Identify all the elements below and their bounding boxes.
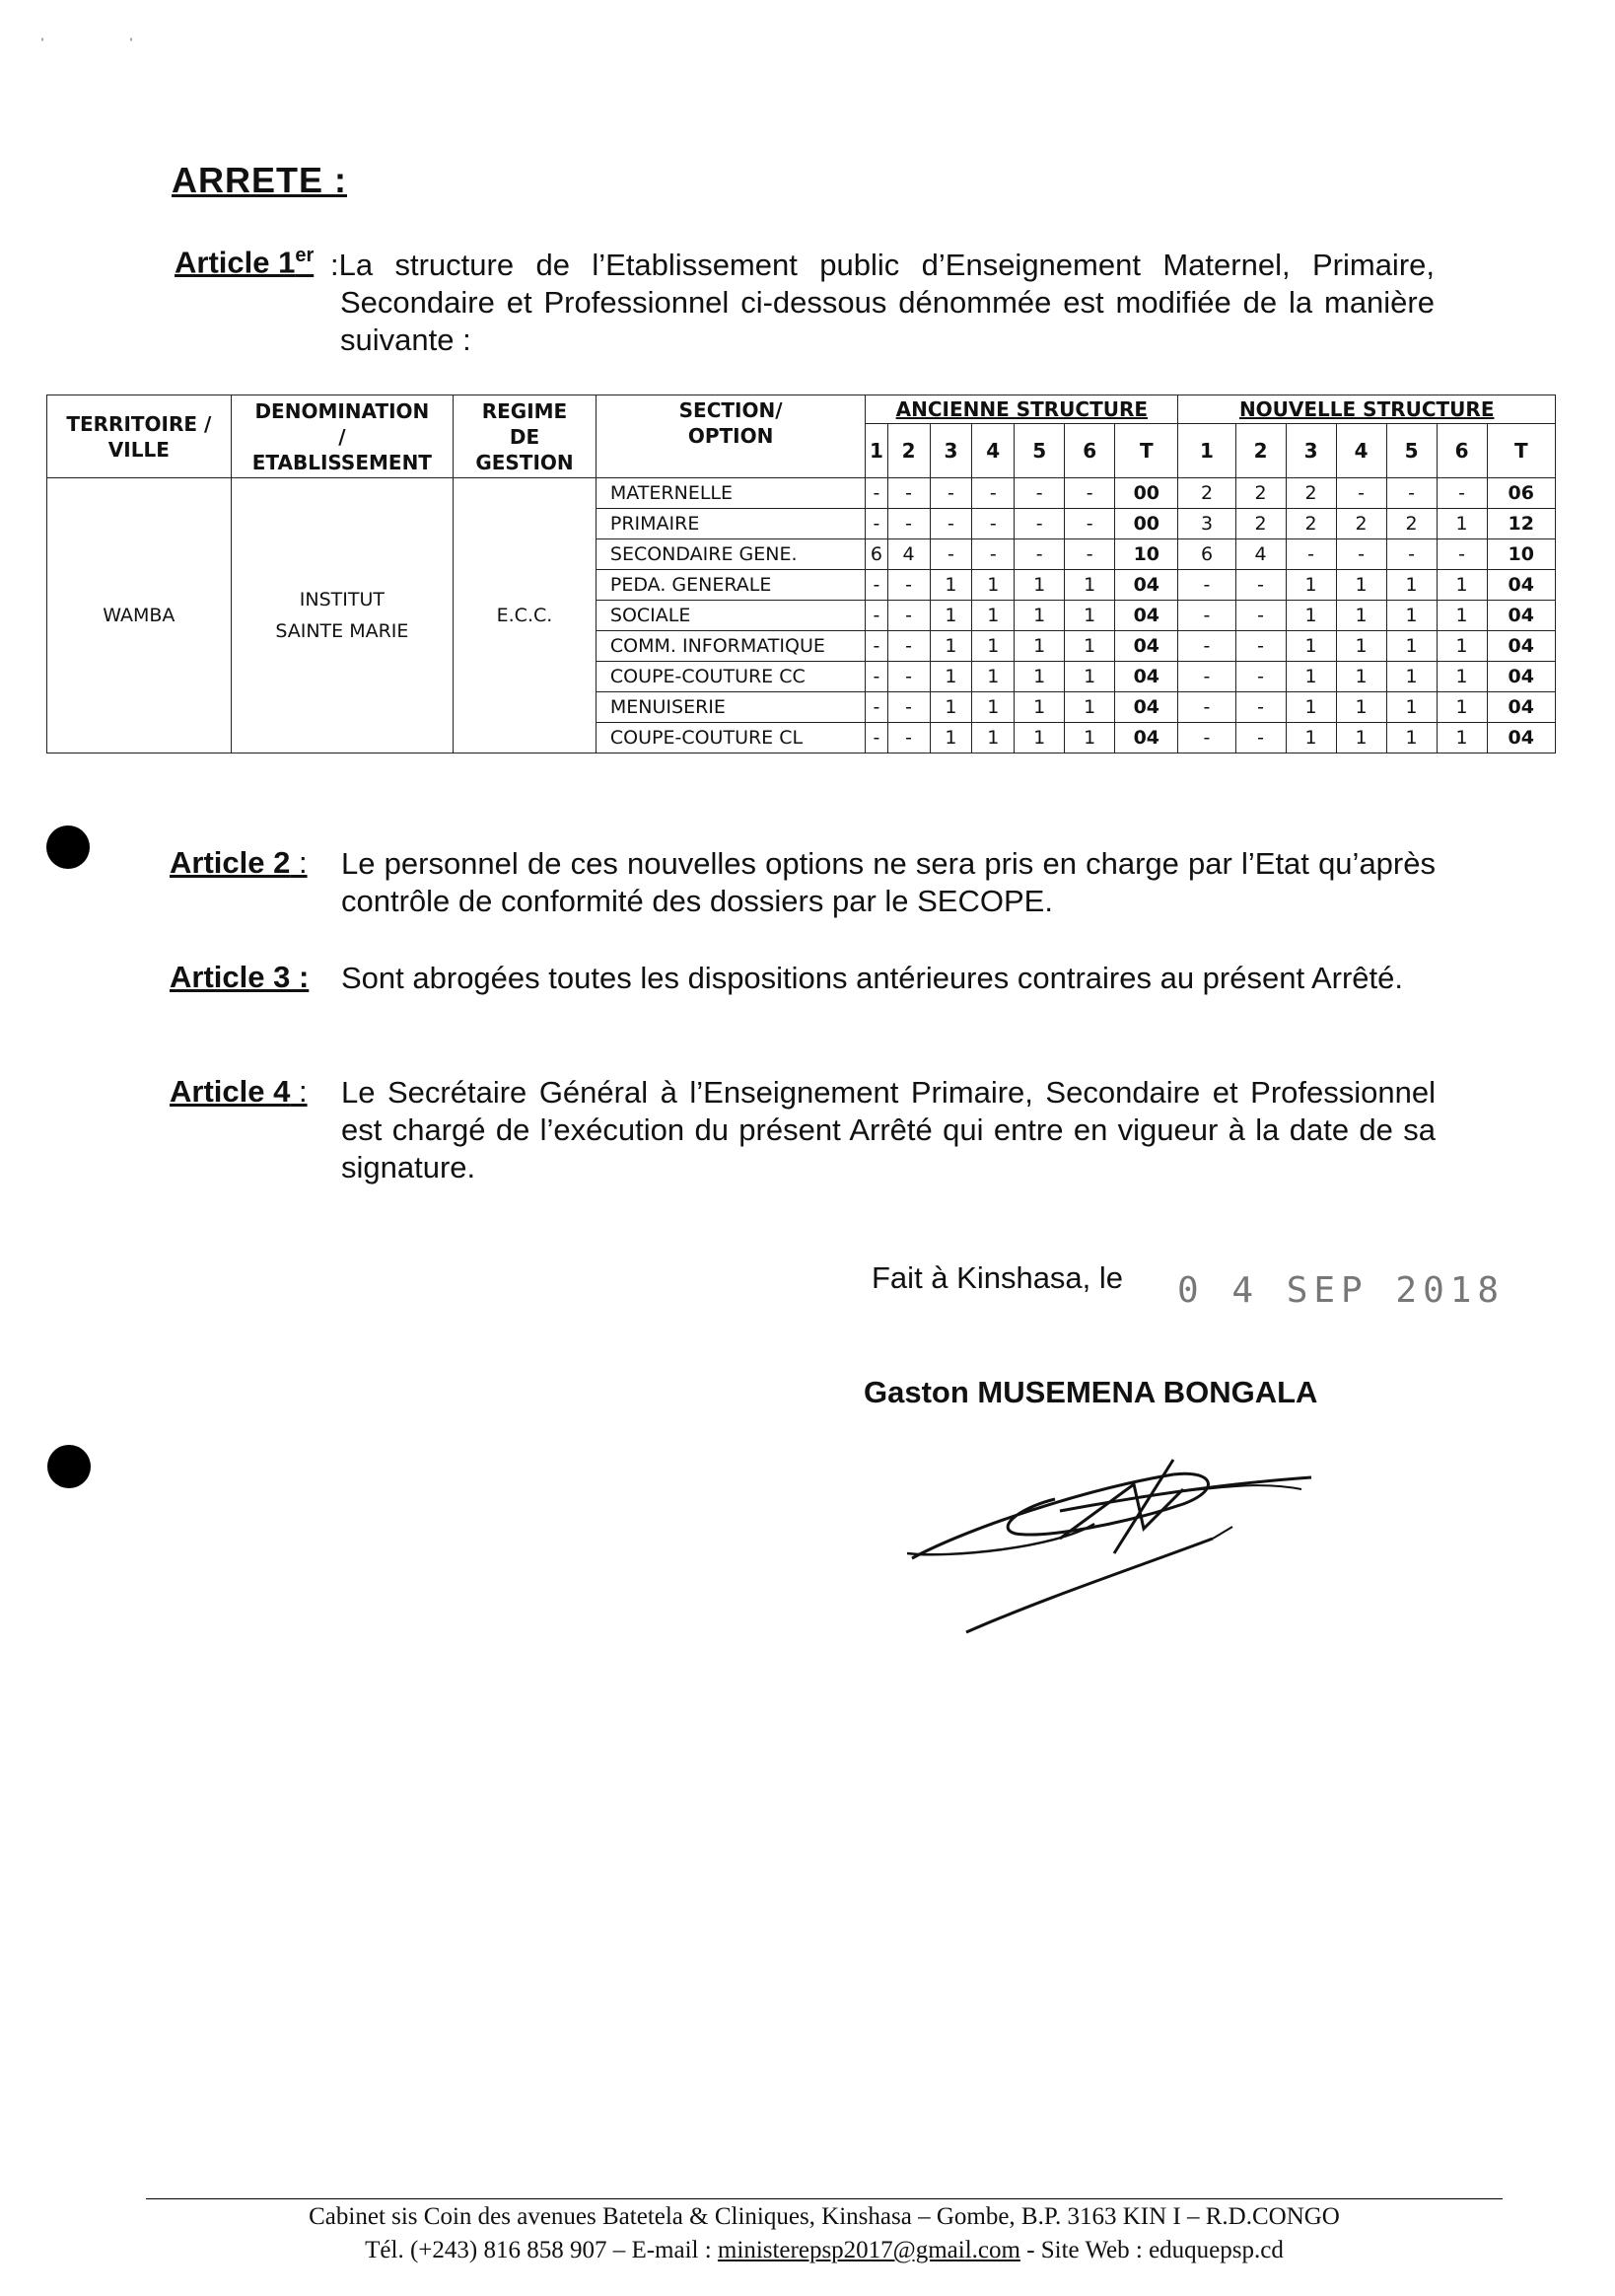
- new-structure-cell: -: [1437, 539, 1487, 570]
- cell-etablissement: [231, 478, 453, 753]
- new-structure-cell: 04: [1487, 662, 1555, 692]
- article-3-text: Sont abrogées toutes les dispositions antérieures contraires au présent Arrêté.: [341, 961, 1404, 995]
- regime-value: E.C.C.: [496, 605, 553, 626]
- old-structure-cell: -: [866, 631, 887, 662]
- old-structure-cell: 1: [1065, 601, 1115, 631]
- old-structure-cell: -: [866, 692, 887, 723]
- option-cell: COUPE-COUTURE CL: [596, 723, 865, 753]
- header-denomination-line2: /: [338, 424, 346, 449]
- old-structure-cell: 04: [1115, 662, 1178, 692]
- old-structure-cell: -: [972, 509, 1015, 539]
- territoire-value: WAMBA: [103, 605, 176, 626]
- scan-mark: ˌ: [39, 22, 45, 41]
- new-structure-cell: 2: [1386, 509, 1437, 539]
- new-structure-cell: -: [1235, 570, 1286, 601]
- old-structure-cell: -: [887, 478, 930, 509]
- old-structure-cell: -: [866, 478, 887, 509]
- new-structure-cell: 2: [1286, 478, 1336, 509]
- old-structure-cell: -: [887, 692, 930, 723]
- article-2-text: Le personnel de ces nouvelles options ne sera pris en charge par l’Etat qu’après contrôle de conformité des dossiers par le SECOPE.: [341, 846, 1436, 918]
- old-structure-cell: -: [930, 509, 972, 539]
- old-structure-cell: 1: [930, 723, 972, 753]
- table-row: [47, 478, 1556, 509]
- header-ancienne-structure: ANCIENNE STRUCTURE: [866, 395, 1178, 424]
- old-col-header: 3: [930, 424, 972, 478]
- option-cell: MENUISERIE: [596, 692, 865, 723]
- new-structure-cell: -: [1235, 662, 1286, 692]
- new-structure-cell: 2: [1286, 509, 1336, 539]
- new-structure-cell: -: [1178, 723, 1235, 753]
- new-structure-cell: 1: [1336, 692, 1386, 723]
- old-structure-cell: 1: [1015, 631, 1065, 662]
- new-structure-cell: 2: [1336, 509, 1386, 539]
- old-structure-cell: -: [887, 631, 930, 662]
- new-structure-cell: 1: [1286, 692, 1336, 723]
- old-structure-cell: 1: [972, 692, 1015, 723]
- new-structure-cell: 1: [1386, 601, 1437, 631]
- old-structure-cell: 1: [972, 723, 1015, 753]
- old-structure-cell: 1: [972, 601, 1015, 631]
- new-col-header: 5: [1386, 424, 1437, 478]
- new-structure-cell: 12: [1487, 509, 1555, 539]
- punch-hole: [46, 825, 90, 869]
- old-structure-cell: -: [866, 662, 887, 692]
- option-cell: COMM. INFORMATIQUE: [596, 631, 865, 662]
- new-structure-cell: 1: [1286, 723, 1336, 753]
- new-col-header: 6: [1437, 424, 1487, 478]
- article-1-text: :La structure de l’Etablissement public d’Enseignement Maternel, Primaire, Secondaire et Professionnel ci-dessous dénommée est modifiée de la manière suivante :: [330, 248, 1435, 357]
- new-structure-cell: 6: [1178, 539, 1235, 570]
- new-structure-cell: 2: [1235, 509, 1286, 539]
- article-4-label: [170, 1074, 308, 1110]
- new-structure-cell: 06: [1487, 478, 1555, 509]
- old-structure-cell: -: [887, 570, 930, 601]
- old-col-header: 5: [1015, 424, 1065, 478]
- old-structure-cell: -: [1065, 539, 1115, 570]
- article-2-label-text: Article 2: [170, 845, 291, 880]
- footer-email-link[interactable]: ministerepsp2017@gmail.com: [717, 2237, 1020, 2263]
- old-structure-cell: -: [887, 509, 930, 539]
- handwritten-signature: [887, 1430, 1341, 1647]
- old-structure-cell: 1: [930, 631, 972, 662]
- header-denomination-line3: ETABLISSEMENT: [251, 450, 432, 474]
- old-structure-cell: 10: [1115, 539, 1178, 570]
- new-structure-cell: 1: [1286, 570, 1336, 601]
- option-cell: PRIMAIRE: [596, 509, 865, 539]
- old-structure-cell: -: [866, 723, 887, 753]
- old-structure-cell: 00: [1115, 478, 1178, 509]
- old-structure-cell: 1: [972, 570, 1015, 601]
- cell-territoire: [47, 478, 232, 753]
- new-col-header-total: T: [1487, 424, 1555, 478]
- new-structure-cell: 1: [1336, 662, 1386, 692]
- new-structure-cell: -: [1235, 723, 1286, 753]
- old-structure-cell: 04: [1115, 570, 1178, 601]
- article-4-text: Le Secrétaire Général à l’Enseignement Primaire, Secondaire et Professionnel est chargé de l’exécution du présent Arrêté qui entre en vigueur à la date de sa signature.: [341, 1075, 1436, 1184]
- new-structure-cell: -: [1178, 601, 1235, 631]
- old-structure-cell: 1: [930, 692, 972, 723]
- page-title: ARRETE :: [172, 160, 347, 200]
- new-structure-cell: -: [1336, 478, 1386, 509]
- new-col-header: 3: [1286, 424, 1336, 478]
- footer-phone: Tél. (+243) 816 858 907 – E-mail :: [365, 2237, 718, 2263]
- old-structure-cell: -: [1015, 478, 1065, 509]
- date-stamp: 0 4 SEP 2018: [1177, 1270, 1506, 1311]
- new-structure-cell: 1: [1437, 601, 1487, 631]
- old-structure-cell: -: [972, 478, 1015, 509]
- new-col-header: 2: [1235, 424, 1286, 478]
- old-structure-cell: -: [930, 539, 972, 570]
- header-section: [596, 395, 865, 478]
- article-1-label-text: Article 1: [175, 245, 296, 280]
- old-structure-cell: 04: [1115, 723, 1178, 753]
- old-col-header-total: T: [1115, 424, 1178, 478]
- scan-mark: ˌ: [128, 22, 134, 41]
- new-structure-cell: 1: [1437, 692, 1487, 723]
- new-structure-cell: 3: [1178, 509, 1235, 539]
- old-structure-cell: 1: [1065, 662, 1115, 692]
- etablissement-line1: INSTITUT: [299, 589, 385, 610]
- footer-address: Cabinet sis Coin des avenues Batetela & Cliniques, Kinshasa – Gombe, B.P. 3163 KIN I – R.D.CONGO: [309, 2203, 1340, 2230]
- table-header-row: [47, 395, 1556, 424]
- new-structure-cell: 4: [1235, 539, 1286, 570]
- new-structure-cell: -: [1336, 539, 1386, 570]
- header-section-line2: OPTION: [687, 424, 774, 448]
- old-structure-cell: -: [887, 723, 930, 753]
- new-structure-cell: -: [1178, 662, 1235, 692]
- old-structure-cell: 1: [930, 662, 972, 692]
- new-structure-cell: 1: [1336, 631, 1386, 662]
- old-structure-cell: 1: [972, 631, 1015, 662]
- punch-hole: [47, 1445, 91, 1488]
- new-structure-cell: 1: [1437, 570, 1487, 601]
- old-structure-cell: -: [887, 662, 930, 692]
- old-structure-cell: 1: [1065, 723, 1115, 753]
- new-structure-cell: 1: [1437, 662, 1487, 692]
- old-structure-cell: 1: [972, 662, 1015, 692]
- header-nouvelle-structure: NOUVELLE STRUCTURE: [1178, 395, 1556, 424]
- header-denomination-line1: DENOMINATION: [254, 398, 430, 423]
- new-structure-cell: 04: [1487, 692, 1555, 723]
- new-structure-cell: 1: [1336, 570, 1386, 601]
- old-structure-cell: 1: [1065, 692, 1115, 723]
- new-structure-cell: 04: [1487, 601, 1555, 631]
- cell-regime: [454, 478, 597, 753]
- new-structure-cell: 1: [1336, 723, 1386, 753]
- old-structure-cell: -: [1065, 509, 1115, 539]
- new-structure-cell: 04: [1487, 723, 1555, 753]
- old-structure-cell: -: [866, 601, 887, 631]
- signer-first-name: Gaston: [864, 1375, 969, 1409]
- new-structure-cell: 04: [1487, 631, 1555, 662]
- new-structure-cell: 2: [1235, 478, 1286, 509]
- article-2-label: [170, 845, 308, 881]
- article-1-label: [175, 245, 314, 280]
- new-structure-cell: -: [1178, 692, 1235, 723]
- new-structure-cell: -: [1178, 570, 1235, 601]
- place-date-line: Fait à Kinshasa, le: [872, 1260, 1124, 1295]
- old-col-header: 4: [972, 424, 1015, 478]
- old-structure-cell: 04: [1115, 601, 1178, 631]
- old-structure-cell: 1: [1015, 662, 1065, 692]
- signer-name: [864, 1375, 1317, 1410]
- old-structure-cell: 6: [866, 539, 887, 570]
- option-cell: MATERNELLE: [596, 478, 865, 509]
- old-structure-cell: 1: [930, 601, 972, 631]
- new-structure-cell: 1: [1437, 631, 1487, 662]
- old-col-header: 2: [887, 424, 930, 478]
- new-structure-cell: 1: [1386, 692, 1437, 723]
- old-structure-cell: 00: [1115, 509, 1178, 539]
- new-structure-cell: -: [1235, 601, 1286, 631]
- article-4-colon: :: [290, 1074, 308, 1109]
- new-structure-cell: 04: [1487, 570, 1555, 601]
- new-structure-cell: -: [1235, 631, 1286, 662]
- article-1-superscript: er: [295, 245, 315, 266]
- footer-website: - Site Web : eduquepsp.cd: [1019, 2237, 1284, 2263]
- old-structure-cell: -: [930, 478, 972, 509]
- old-structure-cell: 1: [930, 570, 972, 601]
- new-col-header: 4: [1336, 424, 1386, 478]
- old-structure-cell: 1: [1015, 570, 1065, 601]
- footer-contact: [146, 2237, 1503, 2264]
- new-structure-cell: 1: [1336, 601, 1386, 631]
- new-structure-cell: -: [1386, 478, 1437, 509]
- new-structure-cell: 1: [1386, 723, 1437, 753]
- new-structure-cell: 1: [1386, 631, 1437, 662]
- option-cell: PEDA. GENERALE: [596, 570, 865, 601]
- article-2-colon: :: [290, 845, 308, 880]
- article-4-label-text: Article 4: [170, 1074, 291, 1109]
- option-cell: COUPE-COUTURE CC: [596, 662, 865, 692]
- header-regime-line3: GESTION: [475, 450, 574, 474]
- header-regime-line2: DE: [509, 424, 540, 449]
- old-structure-cell: -: [887, 601, 930, 631]
- old-structure-cell: 04: [1115, 631, 1178, 662]
- new-structure-cell: 1: [1286, 601, 1336, 631]
- new-structure-cell: -: [1386, 539, 1437, 570]
- header-territoire: TERRITOIRE / VILLE: [47, 395, 232, 478]
- old-structure-cell: -: [1015, 539, 1065, 570]
- new-structure-cell: -: [1286, 539, 1336, 570]
- new-structure-cell: 1: [1437, 509, 1487, 539]
- new-structure-cell: -: [1437, 478, 1487, 509]
- new-col-header: 1: [1178, 424, 1235, 478]
- old-structure-cell: -: [866, 509, 887, 539]
- old-structure-cell: 04: [1115, 692, 1178, 723]
- old-structure-cell: 1: [1015, 692, 1065, 723]
- table-body: [47, 478, 1556, 753]
- old-structure-cell: 4: [887, 539, 930, 570]
- old-col-header: 1: [866, 424, 887, 478]
- header-regime: [454, 395, 597, 478]
- old-structure-cell: -: [972, 539, 1015, 570]
- new-structure-cell: 1: [1286, 631, 1336, 662]
- new-structure-cell: 10: [1487, 539, 1555, 570]
- new-structure-cell: -: [1178, 631, 1235, 662]
- etablissement-line2: SAINTE MARIE: [275, 620, 409, 642]
- new-structure-cell: -: [1235, 692, 1286, 723]
- old-structure-cell: -: [1065, 478, 1115, 509]
- new-structure-cell: 1: [1386, 570, 1437, 601]
- new-structure-cell: 1: [1286, 662, 1336, 692]
- option-cell: SOCIALE: [596, 601, 865, 631]
- old-structure-cell: 1: [1015, 723, 1065, 753]
- header-regime-line1: REGIME: [481, 398, 568, 423]
- article-3-label: Article 3 :: [170, 960, 310, 994]
- header-denomination: [231, 395, 453, 478]
- old-structure-cell: 1: [1015, 601, 1065, 631]
- old-structure-cell: 1: [1065, 631, 1115, 662]
- footer-divider: [146, 2198, 1503, 2199]
- old-structure-cell: -: [1015, 509, 1065, 539]
- new-structure-cell: 1: [1437, 723, 1487, 753]
- old-structure-cell: 1: [1065, 570, 1115, 601]
- header-section-line1: SECTION/: [678, 398, 783, 422]
- old-col-header: 6: [1065, 424, 1115, 478]
- option-cell: SECONDAIRE GENE.: [596, 539, 865, 570]
- structure-table: [46, 395, 1556, 753]
- new-structure-cell: 2: [1178, 478, 1235, 509]
- signer-last-name: MUSEMENA BONGALA: [977, 1375, 1318, 1409]
- new-structure-cell: 1: [1386, 662, 1437, 692]
- old-structure-cell: -: [866, 570, 887, 601]
